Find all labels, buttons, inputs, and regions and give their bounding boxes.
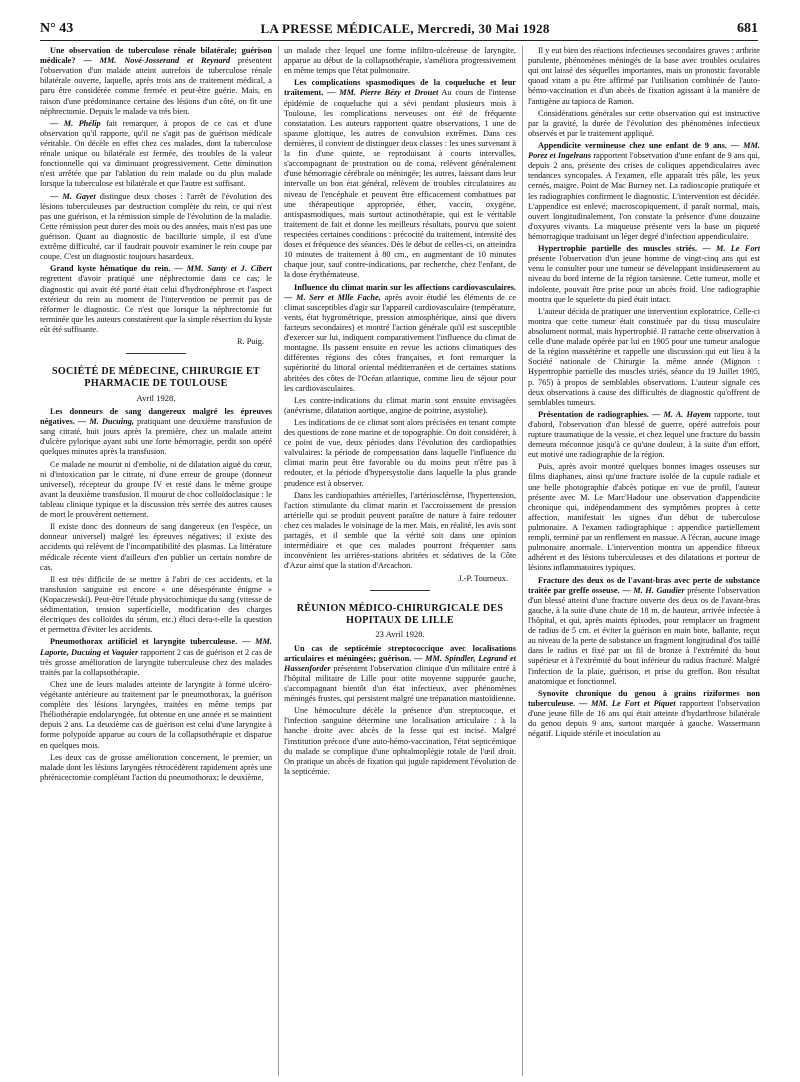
article-authors: MM. Nové-Josserand et Reynard xyxy=(99,56,230,66)
article-paragraph xyxy=(40,680,272,751)
article-text: Considérations générales sur cette observation qui est instructive par la gravité, la durée de l'évolution des phénomènes infectieux observés et par le traitement appliqué. xyxy=(528,108,760,138)
article-authors: M. Serr et Mlle Fache, xyxy=(296,292,381,302)
page-header xyxy=(40,18,758,41)
article-paragraph xyxy=(528,307,760,408)
section-heading: RÉUNION MÉDICO-CHIRURGICALE DES HOPITAUX DE LILLE xyxy=(296,602,504,626)
section-rule xyxy=(126,353,186,354)
article-text: Chez une de leurs malades atteinte de laryngite à forme ulcéro-végétante antérieure au traitement par le pneumothorax, la guérison complète des lésions laryngées, traitées en même temps par l'héliothérapie endolaryngée, fut obtenue en une année et se maintient depuis 2 ans. La deuxième cas de guérison est celui d'une laryngite à forme polypoïde apparue au cours de la collapsothérapie et disparue en quelques mois. xyxy=(40,679,272,750)
article-authors: M. Le Fort xyxy=(715,244,760,254)
article-text: fait remarquer, à propos de ce cas et d'une observation qu'il rapporte, qu'il ne s'agit pas de guérison médicale véritable. On décèle en effet chez ces malades, dont la tuberculose rénale unique ou bilatérale est fermée, des troubles de la valeur fonctionnelle qui va diminuant progressivement. Cette diminution n'est arrêtée que par l'ablation du rein malade ou du plus malade lorsque la tuberculose est bilatérale et que l'autre est suffisant. xyxy=(40,118,272,189)
article-title: Grand kyste hématique du rein. — xyxy=(50,264,183,274)
article-title: Les donneurs de sang dangereux malgré les épreuves négatives. — xyxy=(40,407,272,427)
article-text: rapportent 2 cas de guérison et 2 cas de très grosse amélioration de laryngite tuberculeuse chez des malades traités par la collapsothérapie. xyxy=(40,647,272,677)
column-rule xyxy=(278,46,279,1076)
article-title: Présentation de radiographies. — xyxy=(538,409,661,419)
article-title: Hypertrophie partielle des muscles striés. — xyxy=(538,244,711,254)
article-paragraph xyxy=(284,644,516,705)
article-text: Il est très difficile de se mettre à l'abri de ces accidents, et la transfusion sanguine est encore « une désespérante énigme » (Kopaczewski). Peut-être l'étude physicochimique du sang (vitesse de sédimentation, tension superficielle, modification des charges électriques des colloïdes du sérum, etc.) éluci dera-t-elle la question et permettra d'éviter les accidents. xyxy=(40,574,272,635)
article-text: présentent l'observation clinique d'un militaire entré à l'hôpital militaire de Lille pour otite moyenne suppurée gauche, s'accompagnant bientôt d'un état infectieux, avec phénomènes méningés frustes, qui persistent malgré une trépanation mastoïdienne. xyxy=(284,663,516,704)
article-text: Au cours de l'intense épidémie de coqueluche qui a sévi pendant plusieurs mois à Toulouse, les complications nerveuses ont été de fréquente constatation. Les auteurs rapportent quatre observations, 1 une de spasme glottique, les autres de convulsion extrêmes. Dans ces dernières, il convient de distinguer deux classes : les unes survenant à la fin d'une quinte, se reproduisant à courts intervalles, s'accompagnant de prostration ou de coma, relèvent généralement d'une hémorragie cérébrale ou méningée; les autres, laissant dans leur intervalle un bon état général, relèvent de troubles circulatoires au niveau de l'encéphale et peuvent être efficacement combattues par une thérapeutique appropriée, éther, vaccin, oxygène, antispasmodiques, mais surtout actinothérapie, qui est le véritable traitement de fait et donne les meilleurs résultats, pourvu que soient respectées certaines conditions : précocité du traitement, intensité des doses et fréquence des séances. Dès le début de celles-ci, on atteindra 10 minutes de traitement à 80 cm., en augmentant de 10 minutes chaque jour, sauf contre-indications, par recherche, chez l'enfant, de la dose érythémateuse. xyxy=(284,88,516,280)
section-date: 23 Avril 1928. xyxy=(375,629,425,640)
article-paragraph xyxy=(40,753,272,783)
article-paragraph xyxy=(40,192,272,263)
article-title: Influence du climat marin sur les affections cardiovasculaires. — xyxy=(284,282,516,302)
article-authors: — M. Gayet xyxy=(50,191,96,201)
article-text: rapporte, tout d'abord, l'observation d'un blessé de guerre, opéré autrefois pour rupture traumatique de la vessie, et chez lequel une fracture du bassin demeura méconnue jusqu'à ce qu'une douleur, à la suite d'un effort, eut motivé une radiographie de la région. xyxy=(528,409,760,460)
article-paragraph xyxy=(40,46,272,117)
article-title: Fracture des deux os de l'avant-bras avec perte de substance traitée par greffe osseuse. — xyxy=(528,575,760,595)
article-authors: MM. Pierre Bézy et Drouet xyxy=(339,88,439,98)
article-authors: MM. Santy et J. Cibert xyxy=(186,264,272,274)
article-paragraph xyxy=(528,141,760,242)
section-heading: SOCIÉTÉ DE MÉDECINE, CHIRURGIE ET PHARMACIE DE TOULOUSE xyxy=(52,366,260,390)
journal-title: LA PRESSE MÉDICALE, Mercredi, 30 Mai 1928 xyxy=(260,21,550,36)
article-text: Une hémoculture décèle la présence d'un streptocoque, et l'infection sanguine détermine une localisation articulaire : à la hanche droite avec abcès de la fesse qui est incisé. Malgré l'institution précoce d'une auto-hémo-vaccination, l'état septicémique du malade se complique d'une ophtalmoplégie totale de l'œil droit. On pratique un abcès de fixation qui jugule rapidement l'évolution de la septicémie. xyxy=(284,706,516,776)
article-paragraph xyxy=(40,407,272,458)
article-text: Puis, après avoir montré quelques bonnes images osseuses sur films diaphanes, ainsi qu'une fracture isolée de la cupule radiale et une belle photographie d'abcès potique en vue de profil, l'auteur présente avec M. Le Marc'Hadour une observation d'appendicite chronique qui, indépendamment des symptômes propres à cette affection, manifestait les signes d'un début de tuberculose pulmonaire. A l'examen radiographique : appendice partiellement rempli, terminé par un renflement en massue. A l'écran, aucune image pulmonaire anormale. L'intervention montra un appendice fibreux adhérent et des lésions tuberculeuses et des dilatations et porteur de lésions inflammatoires typiques. xyxy=(528,462,760,573)
article-authors: M. H. Gaudier xyxy=(633,585,685,595)
article-paragraph xyxy=(40,460,272,521)
article-paragraph xyxy=(284,396,516,416)
article-text: Les deux cas de grosse amélioration concernent, le premier, un malade dont les lésions laryngées rétrocédèrent rapidement après une phrénicectomie complétant l'action du pneumothorax; le deuxième, xyxy=(40,752,272,782)
article-text: Dans les cardiopathies artérielles, l'artériosclérose, l'hypertension, l'action stimulante du climat marin et l'accroissement de pression artérielle qui se produit peuvent paraître de nature à faire redouter chez ces malades le voisinage de la mer. Mais, en réalité, les avis sont partagés, et il semble que la vérité soit dans une opinion intermédiaire et que ces malades pourront fréquenter sans inconvénient les arrières-stations abritées et sédatives de la Côte d'Azur ainsi que la station d'Arcachon. xyxy=(284,490,516,571)
article-authors: MM. Spindler, Legrand et Hassenforder xyxy=(284,653,516,673)
article-authors: MM. Laporte, Ducuing et Vaquier xyxy=(40,637,272,657)
article-authors: M. Ducuing, xyxy=(89,417,134,427)
article-paragraph xyxy=(528,462,760,573)
column-3 xyxy=(528,46,760,1076)
article-authors: — M. Phélip xyxy=(50,118,101,128)
article-title: Un cas de septicémie streptococcique avec localisations articulaires et méningées; guérison. — xyxy=(284,643,516,663)
article-text: après avoir étudié les éléments de ce climat susceptibles d'agir sur l'appareil cardiovasculaire (température, vents, état hygrométrique, pression atmosphérique, ainsi que divers facteurs secondaires) et montré l'action générale qu'il est susceptible d'exercer sur lui, indiquent comparativement l'influence du climat de montagne. Ils passent ensuite en revue les actions climatiques des différentes régions des côtes françaises, et font remarquer la supériorité du littoral oriental méditerranéen et de certaines stations abritées des côtes de l'Océan atlantique, comme lieu de séjour pour les cardiovasculaires. xyxy=(284,292,516,393)
article-text: Les indications de ce climat sont alors précisées en tenant compte des questions de zone marine et de topographie. On doit considérer, à ce point de vue, deux périodes dans l'évolution des cardiopathies valvulaires: la période de compensation dans laquelle l'influence du climat marin peut être favorable ou du moins peut n'être pas à redouter, et la période d'hypersystolie dans laquelle la plus grande prudence est à observer. xyxy=(284,417,516,488)
article-text: présente l'observation d'un blessé atteint d'une fracture ouverte des deux os de l'avant-bras gauche, à la suite d'une chute de 18 m. de hauteur, arrivée infectée à l'hôpital, et qui, après maints épisodes, pour remplacer un fragment de radius de 5 cm. et éviter la guérison en main bote, ballante, reçut au niveau de la perte de substance un fragment longitudinal d'os taillé dans le radius et fixé par un fil de bronze à l'extrémité du bout supérieur et à l'extrémité du bout inférieur du radius fracturé. Malgré l'infection de la plaie, guérison, et prise du greffon. Bon résultat anatomique et fonctionnel. xyxy=(528,585,760,686)
article-paragraph xyxy=(284,706,516,777)
section-rule xyxy=(370,590,430,591)
article-title: Une observation de tuberculose rénale bilatérale; guérison médicale? — xyxy=(40,46,272,66)
page-number: 681 xyxy=(737,21,758,36)
column-2 xyxy=(284,46,516,1076)
article-text: rapportent l'observation d'une jeune fille de 16 ans qui était atteinte d'hydarthrose bilatérale du genou depuis 9 ans, surtout marquée à gauche. Wassermann négatif. Liquide stérile et inoculation au xyxy=(528,698,760,739)
article-text: Ce malade ne mourut ni d'embolie, ni de dilatation aiguë du cœur, ni d'intoxication par le citrate, ni d'une erreur de groupe (donneur universel), récepteur du groupe IV et resté dans le même groupe avant la deuxième transfusion. Il mourut de choc colloïdoclasique : le tableau clinique typique et la discussion très serrée des autres causes de mort le prouvèrent nettement. xyxy=(40,459,272,520)
article-paragraph xyxy=(528,109,760,139)
article-paragraph xyxy=(284,418,516,489)
article-text: rapportent l'observation d'une enfant de 9 ans qui, depuis 2 ans, présente des crises de coliques appendiculaires avec tendances syncopales. A l'examen, elle apparaît très pâle, les yeux cernés, maigre. Point de Mac Burney net. La radioscopie pratiquée et les radiographies confirment le diagnostic. L'intervention est décidée. L'appendice est enlevé; macroscopiquement, il paraît normal, mais, ouvert longitudinalement, l'on constate la présence d'une douzaine d'oxyures vivants. La muqueuse présente vers la base un piqueté hémorragique traduisant un léger degré d'infection appendiculaire. xyxy=(528,151,760,241)
article-text: pratiquant une deuxième transfusion de sang citraté, huit jours après la première, chez un malade atteint d'ulcère pylorique ayant subi une forte hémorragie, perdit son opéré quelques minutes après la transfusion. xyxy=(40,417,272,457)
article-paragraph xyxy=(528,244,760,305)
article-paragraph xyxy=(528,46,760,107)
article-authors: M. A. Hayem xyxy=(663,409,711,419)
column-1 xyxy=(40,46,272,1076)
article-text: regrettent d'avoir pratiqué une néphrectomie dans ce cas; le diagnostic qui avait été porté était celui d'hydronéphrose et l'aspect extérieur du rein au moment de l'intervention ne permit pas de réformer le diagnostic. Ce n'est que lorsque la néphrectomie fut terminée que les auteurs constatèrent que la simple résection du kyste eût été suffisante. xyxy=(40,274,272,334)
issue-number: N° 43 xyxy=(40,21,74,36)
article-paragraph xyxy=(40,264,272,335)
article-title: Synovite chronique du genou à grains riziformes non tuberculeuse. — xyxy=(528,688,760,708)
article-paragraph xyxy=(284,78,516,280)
article-title: Appendicite vermineuse chez une enfant de 9 ans. — xyxy=(538,140,740,150)
article-title: Pneumothorax artificiel et laryngite tuberculeuse. — xyxy=(50,637,251,647)
article-paragraph xyxy=(528,576,760,687)
article-paragraph xyxy=(40,637,272,677)
article-text: Il existe donc des donneurs de sang dangereux (en l'espèce, un donneur universel) malgré les épreuves négatives; il existe des accidents qui relèvent de l'incompatibilité des plasmas. La littérature médicale récente vient d'ailleurs d'en publier un certain nombre de cas. xyxy=(40,522,272,572)
article-paragraph xyxy=(284,283,516,394)
author-signature: J.-P. Tourneux. xyxy=(458,573,508,583)
article-text: un malade chez lequel une forme infiltro-ulcéreuse de laryngite, apparue au début de la collapsothérapie, s'améliora progressivement en même temps que l'état pulmonaire. xyxy=(284,46,516,76)
article-paragraph xyxy=(40,119,272,190)
article-paragraph xyxy=(528,410,760,461)
article-authors: MM. Le Fort et Piquet xyxy=(591,698,676,708)
article-paragraph xyxy=(528,689,760,740)
article-paragraph xyxy=(284,491,516,572)
article-text: présente l'observation d'un jeune homme de vingt-cinq ans qui est venu le consulter pour une tumeur se développant insidieusement au niveau du bord interne de la région tarsienne. Cette tumeur, molle et indolente, pouvait être prise pour un abcès froid. Une radiographie montra que le squelette du pied était intact. xyxy=(528,254,760,304)
article-text: présentent l'observation d'un malade atteint autrefois de tuberculose rénale bilatérale ouverte, laquelle, après trois ans de traitement médical, a paru être considérée comme fermée et peut-être guérie. Mais, en raison d'une prédominance certaine des lésions d'un côté, on fit une néphrectomie. Depuis le malade va très bien. xyxy=(40,56,272,116)
section-date: Avril 1928. xyxy=(136,392,176,403)
article-paragraph xyxy=(40,522,272,573)
author-signature: R. Puig. xyxy=(237,337,264,347)
article-authors: MM. Porez et Ingelrans xyxy=(528,140,760,161)
article-title: Les complications spasmodiques de la coqueluche et leur traitement. — xyxy=(284,78,516,98)
article-text: Les contre-indications du climat marin sont ensuite envisagées (anévrisme, dilatation aortique, angine de poitrine, asystolie). xyxy=(284,395,516,415)
column-rule xyxy=(522,46,523,1076)
article-text: distingue deux choses : l'arrêt de l'évolution des lésions tuberculeuses par destruction complète du rein, ce qui n'est pas une guérison, et la rémission simple de l'évolution de la maladie. Cette rémission peut durer des mois ou des années, mais n'est pas une guérison. Quant au diagnostic de bacillurie simple, il est d'une extrême difficulté, car il faudrait pouvoir examiner le rein coupe par coupe. C'est un diagnostic toujours hasardeux. xyxy=(40,191,272,262)
article-text: Il y eut bien des réactions infectieuses secondaires graves : arthrite purulente, phénomènes méningés de la base avec troubles oculaires qui ont laissé des séquelles importantes, mais un pronostic favorable quoad vitam a pu être affirmé par l'utilisation combinée de l'auto-hémo-vaccination et d'un abcès de fixation agissant à la manière de l'antigène au tapioca de Ramon. xyxy=(528,46,760,106)
article-paragraph xyxy=(40,575,272,636)
article-text: L'auteur décida de pratiquer une intervention exploratrice. Celle-ci montra que cette tumeur était constituée par du tissu musculaire absolument normal, mais hypertrophié. Il rattache cette observation à celle d'une malade opérée par lui en 1905 pour une tumeur analogue de la région massétérine et rappelle une discussion qui eut lieu à la Société nationale de Chirurgie la même année (Mignon : Hypertrophie partielle des muscles striés, séance du 19 Juillet 1905, p. 765) à propos de semblables observations. L'auteur signale ces deux observations à cause des difficultés de diagnostic qu'offrent de semblables tumeurs. xyxy=(528,306,760,407)
article-paragraph xyxy=(284,46,516,76)
